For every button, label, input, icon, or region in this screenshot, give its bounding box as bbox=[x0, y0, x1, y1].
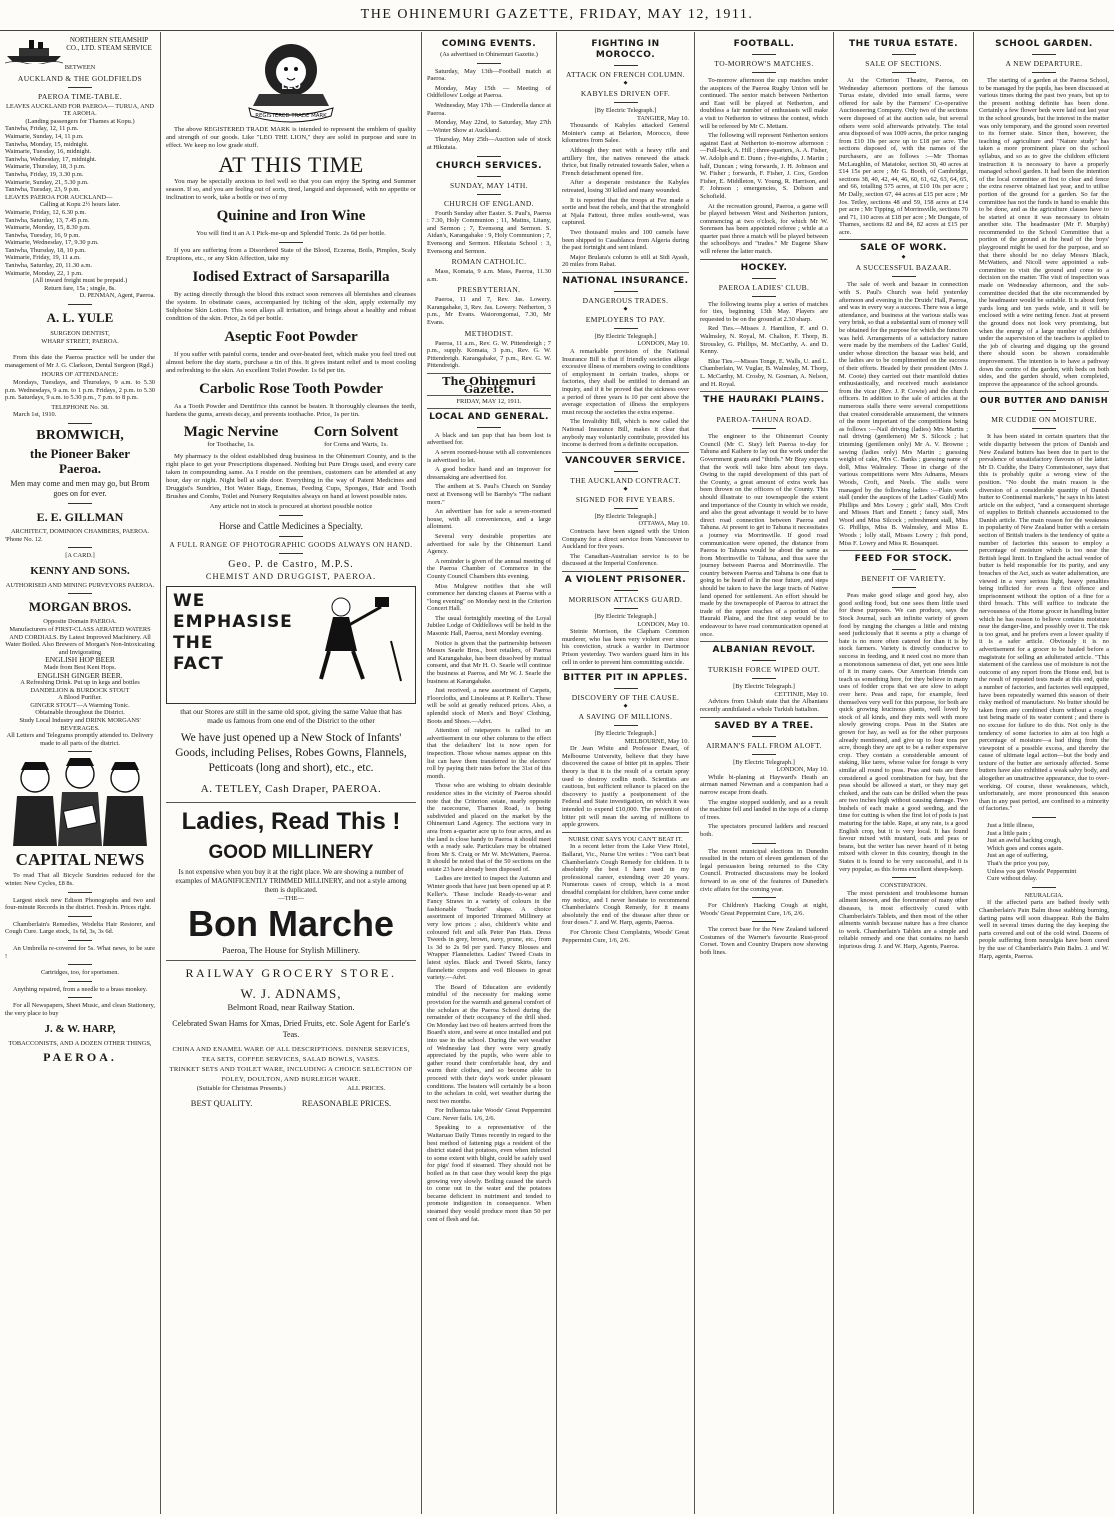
emphasise-ad bbox=[166, 586, 416, 704]
prisoner-text: Steinie Morrison, the Clapham Common murderer, who has been very violent ever since his conviction, struck a warder in Dartmoor Prison yesterday. Two warders guard him in his cell in order to prevent him committing suicide. bbox=[562, 628, 689, 666]
methodist-text: Paeroa, 11 a.m., Rev. G. W. Pittendreigh ; 7 p.m., supply. Komata, 3 p.m., Rev. G. W. Pittendreigh. Karangahake, 7 p.m., Rev. G. W. Pittendreigh. bbox=[427, 339, 551, 370]
insurance-para: The Invalidity Bill, which is now called the National Insurance Bill, makes it clear that anybody may voluntarily contribute, provided his income is derived from a definite occupation. bbox=[562, 418, 689, 449]
albanian-title: ALBANIAN REVOLT. bbox=[712, 645, 816, 656]
vancouver-para: The Canadian-Australian service is to be discussed at the Imperial Conference. bbox=[562, 552, 689, 568]
bon-marche: Bon Marche bbox=[187, 903, 395, 944]
poem-line: That's the price you pay, bbox=[987, 860, 1050, 867]
yule-title: SURGEON DENTIST, bbox=[50, 330, 110, 338]
all-prices-label: ALL PRICES. bbox=[347, 1085, 386, 1092]
hours-title: HOURS OF ATTENDANCE: bbox=[41, 371, 119, 379]
constipation-title: CONSTIPATION. bbox=[880, 882, 927, 890]
local-para: Just received, a new assortment of Carpets, Floorcloths, and Linoleums at P. Keller's. These will be sold at greatly reduced prices. Also, a splendid stock of Men's and Boys' Clothing, Boots and Shoes.—Advt. bbox=[427, 687, 551, 725]
presby-text: Paeroa, 11 and 7, Rev. Jas. Lowery. Karangahake, 3, Rev. Jas. Lowery. Netherton, 3 p.m., Mr Evans. Waiorongomai, 7.30, Mr Evans. bbox=[427, 296, 551, 327]
morocco-para: It is reported that the troops at Fez made a sortie and beat the rebels, and that the stronghold at Njala Fattoui, three miles south-west, was captured. bbox=[562, 196, 689, 227]
poem-line: Unless you get Woods' Peppermint bbox=[987, 867, 1077, 875]
sailing-item: Waimarie, Sunday, 21, 5.30 p.m. bbox=[5, 178, 89, 186]
column-6: THE TURUA ESTATE. SALE OF SECTIONS. At the Criterion Theatre, Paeroa, on Wednesday afternoon portions of the famous Turua estate, divided into small farms, were offered for sale by the Farmers' Co-operative Auctioneering Company. Only two of the sections were disposed of at the auction sale, but several others were sold afterwards privately. The total area disposed of was 1009 acres, the price ranging from £10 10s per acre up to £18 per acre. The sections disposed of, with the names of the purchasers, are as follows :—Mr Thomas McLaughlin, of Matatoke, section 30, 40 acres at £14 15s per acre ; Mr G. Booth, of Cambridge, sections 38, 40, 42, 44, 46, 60, 61, 62, 63, 64, 65, and 66, totalling 575 acres, at £10 10s per acre ; Mr Dally, section 67, 44 acres at £15 per acre ; Mr Jos. Tetley, sections 48 and 59, 158 acres at £14 per acre ; Mr Tipping, of Morrinsville, sections 70 and 71, 110 acres at £18 per acre ; Mr Dungate, of Thames, sections 82 and 84, 82 acres at £15 per acre. SALE OF WORK. ◆ A SUCCESSFUL BAZAAR. The sale of work and bazaar in connection with S. Paul's Church was held yesterday afternoon and evening in the Druids' Hall, Paeroa, and was in every way a success. There was a large attendance, and business at the various stalls was very brisk, so that a substantial sum of money will be obtained for the purpose for which the function was held. Arrangements of a satisfactory nature were made by the members of the Ladies' Guild, under whose direction the bazaar was held, and the ladies are to be complimented on the success of their efforts. Headed by their president (Mrs J. M. Coote) they carried out their manifold duties enthusiastically, and received much assistance from the vicar (Rev. J. P. Cowie) and the church officers. In addition to the sale of articles at the numerous stalls there were several competitions that created considerable amusement, the winners of the more important of the competitions being as follows :—Nail driving (ladies) Mrs Martin ; nail driving (gentlemen) Mr S. Silcock ; hat trimming (gentlemen only) Mr A. V. Browne ; sawing (ladies only) Mrs Martin ; guessing weight of cake, Mrs C. Banks ; guessing name of doll, Miss Walmsley. Those in charge of the various competitions were Mrs Adnams, Messrs Woods, Croft, and Neels. The stalls were managed by the following ladies :—Plain work stall (under the auspices of the Ladies' Guild) Mrs Phillips and Mrs Lowry ; girls' stall, Mrs Croft and Misses Hart and Ennett ; fancy stall, Mrs Wood and Miss Silcock ; refreshment stall, Miss G. Phillips, Miss B. Walmsley, and Miss E. Woods ; lolly stall, Misses Lowry ; fish pond, Miss F. Lowry and Miss R. Bosanquet. FEED FOR STOCK. BENEFIT OF VARIETY. Peas make good silage and good hay, also good soiling food, but one sees them little used for these purposes. We can produce, says the Stock Journal, such an infinite variety of green food by ranging the changes a little and mixing seed judiciously that it seems a pity a change of bate is no more often catered for than it is by stock farmers. Variety is directly conducive to success in feeding, and it need cost no more than a monotonous sameness of diet, yet one sees little of it in many cases. Our American friends can teach us something here, for they believe in many uses of fodder crops that we are slow to adopt over here. Peas and rape, for example, feed themselves very well for this purpose, for both are quick growing leucinous plants, well loved by stock of all kinds, and they mix well with more slowly growing crops. Peas in the States are grown for hay, as well as for the other purposes already mentioned, and give up to four tons per acre, though they are apt to be a rather expensive crop. They contain a considerable amount of staking, like tares, whose value for forage is very similar all round to peas. Peas and oats are there considered a good combination for hay, but the peas should be allowed a start, or they may get choked, and the oats can be drilled when the peas are two inches high without causing damage. Two bushels of each make a good seeding, and the time for cutting is when the first lot of pods is just maturing for the table. Rape, at any rate, is a good English crop, but it is very local. It has found favour mixed with mustard, oats and peas or beans, but the writer has never heard of it being mixed with clover in this country, though in the States it is found to be very successful, and it is very popular, as this forms excellent sheep-keep. CONSTIPATION. The most persistent and troublesome human ailment known, and the forerunner of many other diseases, is most effectively cured with Chamberlain's Tablets, and then most of the other ailments vanish because nature has a free chance to work. Chamberlain's Tablets are a simple and reliable remedy and one that contains no harsh injurious drug. J. and W. Harp, Agents, Paeroa. bbox=[839, 39, 968, 950]
morgan-gstout: GINGER STOUT—A Warming Tonic. bbox=[30, 701, 130, 709]
football-sub: TO-MORROW'S MATCHES. bbox=[714, 59, 814, 68]
nurse-text: In a recent letter from the Lake View Hotel, Ballarat, Vic., Nurse Ure writes : "You can't beat Chamberlain's Cough Remedy for children. It is absolutely the best I have used in my professional career, extending over 20 years. Numerous cases of croup, which is a most dreadful complaint for children, have come under my notice, and I never hesitate to recommend Chamberlain's Cough Remedy, for it means absolutely the end of the disease after three or four doses." J. and W. Harp, agents, Paeroa. bbox=[562, 843, 689, 927]
hockey-para: Red Ties.—Misses J. Hamilton, F. and O. Walmsley, N. Royal, M. Chalton, F. Thorp, B. Strousley, G. Phillips, M. McCarthy, A. and D. Kenny. bbox=[700, 325, 828, 356]
photo-goods: A FULL RANGE OF PHOTOGRAPHIC GOODS ALWAYS ON HAND. bbox=[169, 540, 413, 549]
quinine-title: Quinine and Iron Wine bbox=[216, 208, 366, 224]
quality-row bbox=[166, 1099, 416, 1107]
morgan-blood: A Blood Purifier. bbox=[58, 694, 102, 702]
we-text: that our Stores are still in the same old spot, giving the same Value that has made us famous from one end of the District to the other bbox=[180, 707, 402, 725]
paeroa-sailings bbox=[5, 209, 155, 277]
football-title: FOOTBALL. bbox=[733, 39, 795, 49]
poem-line: Just a little illness, bbox=[987, 822, 1035, 830]
harp-text: TOBACCONISTS, AND A DOZEN OTHER THINGS, bbox=[8, 1039, 152, 1047]
adnams-name: W. J. ADNAMS, bbox=[240, 986, 342, 1001]
calling-note: Calling at Kopu 2½ hours later. bbox=[39, 201, 121, 209]
sailing-item: Waimarie, Tuesday, 16, midnight. bbox=[5, 148, 92, 156]
hockey-para: Blue Ties.—Misses Tonge, E. Walls, U. and L. Chamberlain, W. Vuglar, B. Walmsley, M. Thorp, L. McCarthy, M. Crosby, N. Gosman, A. Nelson, and H. Royal. bbox=[700, 357, 828, 388]
football-para: To-morrow afternoon the cup matches under the auspices of the Paeroa Rugby Union will be continued. The senior match between Netherton and East will be played at Netherton, and doubtless a fair number of enthusiasts will make a visit to Netherton to witness the contest, which will be refereed by Mr C. Mettam. bbox=[700, 77, 828, 130]
at-this-time-text: You may be specially anxious to feel well so that you can enjoy the Spring and Summer season. If so, and you are feeling out of sorts, tired, languid and depressed, with no appetite or inclination to work, take a bottle or two of my bbox=[166, 178, 416, 201]
telegraph-label: [By Electric Telegraph.] bbox=[594, 612, 657, 620]
carbolic-text: As a Tooth Powder and Dentifrice this cannot be beaten. It thoroughly cleanses the teeth, hardens the gums, arrests decay, and prevents toothache. Price, 1s per tin. bbox=[166, 403, 416, 418]
pharmacy-text: My pharmacy is the oldest established drug business in the Ohinemuri County, and is the right place to get your Prescriptions dispensed. Nothing but Pure Drugs used, and every care taken in compounding same. As I reside on the premises, customers can be attended at any hour, day or night. Night bell at side door. Everything in the way of Patent Medicines and Druggist's Sundries, Hot Water Bags, Enemas, Feeding Cups, Sponges, Hair and Tooth Brushes and Combs, Toilet and Nursery Requisites always on hand at lowest possible rates. bbox=[166, 453, 416, 500]
capital-phonographs: Largest stock new Edison Phonographs and two and four-minute Records in the district. Fresh in. Prices right. bbox=[5, 896, 155, 912]
local-para: Those who are wishing to obtain desirable residence sites in the vicinity of Paeroa should note that the Criterion estate, nearly opposite the racecourse, Thames Road, is being subdivided and placed on the market by the Ohinemuri Land Agency. The sections vary in area from a-quarter acre up to four acres, and as the land is close handy to Paeroa it should meet with a ready sale. Particulars may be obtained from Mr S. Craig or Mr W. McWatters, Paeroa. It should be noted that of the 50 sections on the estate 23 have already been disposed of. bbox=[427, 782, 551, 873]
horse-medicines: Horse and Cattle Medicines a Specialty. bbox=[219, 521, 363, 531]
registered-text: REGISTERED TRADE MARK bbox=[255, 113, 327, 119]
vancouver-title: VANCOUVER SERVICE. bbox=[565, 455, 686, 466]
insurance-para: A remarkable provision of the National Insurance Bill is that if friendly societies allege excessive illness of members owing to conditions of employment in certain trades, shops or factories, they shall be entitled to demand an inquiry, and if it be proved that the sickness over a period of three years is 10 per cent above the average expectation of illness the employers must recoup the societies the extra expense. bbox=[562, 348, 689, 416]
railway-grocery: RAILWAY GROCERY STORE. bbox=[185, 966, 397, 980]
masthead: THE OHINEMURI GAZETTE, FRIDAY, MAY 12, 1911. bbox=[0, 0, 1114, 31]
dateline: LONDON, May 10. bbox=[637, 620, 689, 628]
bromwich-tagline: the Pioneer Baker bbox=[29, 445, 131, 461]
we-line: WE bbox=[173, 591, 206, 611]
kenny-name: KENNY AND SONS. bbox=[30, 564, 130, 577]
sailing-item: Taniwha, Saturday, 20, 11.30 a.m. bbox=[5, 262, 92, 270]
paper-date: FRIDAY, MAY 12, 1911. bbox=[456, 398, 522, 406]
local-para: The anthem at S. Paul's Church on Sunday next at Evensong will be Barnby's "The radiant morn." bbox=[427, 483, 551, 506]
vancouver-sub1: THE AUCKLAND CONTRACT. bbox=[570, 475, 681, 485]
local-para: Several very desirable properties are advertised for sale by the Ohinemuri Land Agency. bbox=[427, 532, 551, 556]
nurse-title: NURSE ONE SAYS YOU CAN'T BEAT IT. bbox=[568, 835, 683, 843]
steamship-name: NORTHERN STEAMSHIP CO., LTD. STEAM SERVICE bbox=[66, 36, 152, 52]
vancouver-sub2: SIGNED FOR FIVE YEARS. bbox=[575, 494, 676, 504]
turua-text: At the Criterion Theatre, Paeroa, on Wednesday afternoon portions of the famous Turua estate, divided into small farms, were offered for sale by the Farmers' Co-operative Auctioneering Company. Only two of the sections were disposed of at the auction sale, but several others were sold afterwards privately. The total area disposed of was 1009 acres, the price ranging from £10 10s per acre up to £18 per acre. The sections disposed of, with the names of the purchasers, are as follows :—Mr Thomas McLaughlin, of Matatoke, section 30, 40 acres at £14 15s per acre ; Mr G. Booth, of Cambridge, sections 38, 40, 42, 44, 46, 60, 61, 62, 63, 64, 65, and 66, totalling 575 acres, at £10 10s per acre ; Mr Dally, section 67, 44 acres at £15 per acre ; Mr Jos. Tetley, sections 48 and 59, 158 acres at £14 per acre ; Mr Tipping, of Morrinsville, sections 70 and 71, 110 acres at £18 per acre ; Mr Dungate, of Thames, sections 82 and 84, 82 acres at £15 per acre. bbox=[839, 77, 968, 236]
sailing-item: Taniwha, Tuesday, 16, 9 p.m. bbox=[5, 231, 80, 239]
methodist: METHODIST. bbox=[464, 328, 514, 338]
poem-line: Cure without delay. bbox=[987, 875, 1038, 883]
nervine-corn-row bbox=[166, 423, 416, 449]
dateline: OTTAWA, May 10. bbox=[638, 520, 689, 528]
corn-sub: for Corns and Warts, 1s. bbox=[324, 441, 388, 448]
coming-event: Monday, May 15th — Meeting of Oddfellows' Lodge at Paeroa. bbox=[427, 84, 551, 100]
column-3 bbox=[422, 32, 556, 1518]
apples-sub1: DISCOVERY OF THE CAUSE. bbox=[571, 693, 680, 703]
coming-events-sub: (As advertised in Ohinemuri Gazette.) bbox=[440, 51, 538, 58]
constipation-text: The most persistent and troublesome human ailment known, and the forerunner of many other diseases, is most effectively cured with Chamberlain's Tablets, and then most of the other ailments vanish because nature has a free chance to work. Chamberlain's Tablets are a simple and reliable remedy and one that contains no harsh injurious drug. J. and W. Harp, Agents, Paeroa. bbox=[839, 889, 968, 950]
capital-umbrella: An Umbrella re-covered for 5s. What news, to be sure ! bbox=[5, 945, 155, 960]
capital-news-title: CAPITAL NEWS bbox=[15, 850, 145, 870]
telegraph-label: [By Electric Telegraph.] bbox=[594, 730, 657, 738]
insurance-sub1: DANGEROUS TRADES. bbox=[582, 295, 669, 305]
telegraph-label: [By Electric Telegraph.] bbox=[594, 512, 657, 520]
quinine-text: You will find it an A 1 Pick-me-up and Splendid Tonic. 2s 6d per bottle. bbox=[196, 230, 386, 237]
roman-catholic: ROMAN CATHOLIC. bbox=[451, 257, 527, 267]
local-para: A black and tan pup that has been lost is advertised for. bbox=[427, 431, 551, 447]
coming-events-title: COMING EVENTS. bbox=[441, 39, 537, 49]
tree-para: The spectators procured ladders and rescued both. bbox=[700, 823, 828, 838]
hauraki-title: THE HAURAKI PLAINS. bbox=[703, 395, 825, 406]
morgan-dandelion: DANDELION & BURDOCK STOUT bbox=[30, 686, 130, 694]
neuralgia-text: If the affected parts are bathed freely with Chamberlain's Pain Balm those stabbing burning, darting pains will soon disappear. Rub the Balm well in several times during the day keeping the parts covered and out of the cold wind. Dozens of people suffering from neuralgia have been cured by the use of Chamberlain's Pain Balm. J. and W. Harp, agents, Paeroa. bbox=[979, 899, 1109, 960]
column-5 bbox=[695, 32, 833, 1518]
poem-line: Just a little pain ; bbox=[987, 829, 1031, 837]
leo-intro: The above REGISTERED TRADE MARK is intended to represent the emblem of quality and strength of our goods. Like "LEO THE LION," they are solid in purpose and sure in effect. We keep no low grade stuff. bbox=[166, 126, 416, 149]
local-para: Attention of ratepayers is called to an advertisement in our other columns to the effect that the defaulters' list is now open for inspection. Those whose names appear on this list can have them transferred to the electors' roll by paying their rates before the 31st of this month. bbox=[427, 727, 551, 780]
column-1 bbox=[0, 32, 160, 1518]
sailing-item: Waimarie, Thursday, 18, 3 p.m. bbox=[5, 163, 86, 171]
football-para: The following will represent Netherton seniors against East at Netherton to-morrow afternoon :—Full-back, A. Hill ; three-quarters, A. A. Fisher, W. Adolph and E. Dunn ; five-eighths, J. Martin ; half, Duncan ; wing forwards, J. H. Johnson and W. Fisher ; forwards, F. Fisher, J. Cox, Gordon Fisher, E. Middleton, V. Young, R. Harrison, and F. Johnson ; emergencies, S. Dobson and Schofield. bbox=[700, 132, 828, 200]
sailing-item: Taniwha, Thursday, 18, 10 p.m. bbox=[5, 246, 86, 254]
football-para: At the recreation ground, Paeroa, a game will be played between West and Netherton juniors, commencing at two o'clock, for which Mr W. Sorensen has been appointed referee ; while at a quarter past three a match will be played between the schoolboys and "trades." Mr Eugene Shaw will referee the latter match. bbox=[700, 202, 828, 256]
misc-para: The correct base for the New Zealand tailored Costumes of the Warner's favourite Rust-proof Corset. Town and Country Drapers now showing both lines. bbox=[700, 926, 828, 957]
insurance-title: NATIONAL INSURANCE. bbox=[562, 275, 689, 286]
leaves-paeroa: LEAVES PAEROA FOR AUCKLAND— bbox=[5, 193, 113, 201]
column-4: FIGHTING IN MOROCCO. ATTACK ON FRENCH COLUMN. ◆ KABYLES DRIVEN OFF. [By Electric Telegraph.] TANGIER, May 10. Thousands of Kabyles attacked General Moinier's camp at Belarion, Morocco, three kilometres from Salee. Although they met with a heavy rifle and artillery fire, the natives renewed the attack thrice, but finally retreated towards Salee, when a French detachment opened fire. After a desperate resistance the Kabyles retreated, losing 30 killed and many wounded. It is reported that the troops at Fez made a sortie and beat the rebels, and that the stronghold at Njala Fattoui, three miles south-west, was captured. Two thousand mules and 100 camels have been shipped to Casablanca from Algeria during the past fortnight and sent inland. Major Brulara's column is still at Sidi Ayash, 20 miles from Rabat. NATIONAL INSURANCE. DANGEROUS TRADES. ◆ EMPLOYERS TO PAY. [By Electric Telegraph.] LONDON, May 10. A remarkable provision of the National Insurance Bill is that if friendly societies allege excessive illness of members owing to conditions of employment in certain trades, shops or factories, they shall be entitled to demand an inquiry, and if it be proved that the sickness over a period of three years is 10 per cent above the average expectation of illness the employers must recoup the societies the extra expense. The Invalidity Bill, which is now called the National Insurance Bill, makes it clear that anybody may voluntarily contribute, provided his income is derived from a definite occupation. VANCOUVER SERVICE. THE AUCKLAND CONTRACT. ◆ SIGNED FOR FIVE YEARS. [By Electric Telegraph.] OTTAWA, May 10. Contracts have been signed with the Union Company for a direct service from Vancouver to Auckland for five years. The Canadian-Australian service is to be discussed at the Imperial Conference. A VIOLENT PRISONER. MORRISON ATTACKS GUARD. [By Electric Telegraph.] LONDON, May 10. Steinie Morrison, the Clapham Common murderer, who has been very violent ever since his conviction, struck a warder in Dartmoor Prison yesterday. Two warders guard him in his cell in order to prevent him committing suicide. BITTER PIT IN APPLES. DISCOVERY OF THE CAUSE. ◆ A SAVING OF MILLIONS. [By Electric Telegraph.] MELBOURNE, May 10. Dr Jean White and Professor Ewart, of Melbourne University, believe that they have discovered the cause of bitter pit in apples. Their theory is that it is the result of a certain spray used to destroy codlin moth. Scientists are cautious, but sufficient reliance is placed on the discovery to justify a postponement of the Federal and State investigation, on which it was intended to expend £10,000. The prevention of bitter pit will mean the saving of millions to apple growers. NURSE ONE SAYS YOU CAN'T BEAT IT. In a recent letter from the Lake View Hotel, Ballarat, Vic., Nurse Ure writes : "You can't beat Chamberlain's Cough Remedy for children. It is absolutely the best I have used in my professional career, extending over 20 years. Numerous cases of croup, which is a most dreadful complaint for children, have come under my notice, and I never hesitate to recommend Chamberlain's Cough Remedy, for it means absolutely the end of the disease after three or four doses." J. and W. Harp, agents, Paeroa. For Chronic Chest Complaints, Woods' Great Peppermint Cure, 1/6, 2/6. bbox=[562, 39, 689, 944]
capital-cartridges: Cartridges, too, for sportsmen. bbox=[40, 969, 120, 977]
apples-text: Dr Jean White and Professor Ewart, of Melbourne University, believe that they have discovered the cause of bitter pit in apples. Their theory is that it is the result of a certain spray used to destroy codlin moth. Scientists are cautious, but sufficient reliance is placed on the discovery to justify a postponement of the Federal and State investigation, on which it was intended to expend £10,000. The prevention of bitter pit will mean the saving of millions to apple growers. bbox=[562, 745, 689, 829]
sailing-item: Waimarie, Friday, 12, 6.30 p.m. bbox=[5, 208, 87, 216]
adnams-address: Belmont Road, near Railway Station. bbox=[227, 1002, 355, 1012]
suitable-row bbox=[166, 1085, 416, 1093]
morocco-para: Major Brulara's column is still at Sidi Ayash, 20 miles from Rabat. bbox=[562, 253, 689, 269]
butter-title: OUR BUTTER AND DANISH bbox=[979, 396, 1109, 406]
morocco-para: Thousands of Kabyles attacked General Moinier's camp at Belarion, Morocco, three kilometres from Salee. bbox=[562, 122, 689, 145]
morocco-para: Although they met with a heavy rifle and artillery fire, the natives renewed the attack thrice, but finally retreated towards Salee, when a French detachment opened fire. bbox=[562, 146, 689, 177]
insurance-sub2: EMPLOYERS TO PAY. bbox=[585, 314, 666, 324]
sarsa-title: Iodised Extract of Sarsaparilla bbox=[192, 269, 390, 285]
sarsa-text: By acting directly through the blood this extract soon removes all blemishes and cleanses the system. In obstinate cases, accompanied by itching of the skin, apply externally my Sulphoine Skin Lotion. This soon allays all irritation, and brings about a healthy and robust condition of the skin. Price, 2s 6d per bottle. bbox=[166, 291, 416, 322]
sale-sub: A SUCCESSFUL BAZAAR. bbox=[855, 263, 952, 273]
freight-note: (All inward freight must be prepaid.) bbox=[32, 277, 128, 285]
telephone: TELEPHONE No. 38. bbox=[51, 403, 109, 411]
bromwich-slogan: Men may come and men may go, but Brom goes on for ever. bbox=[10, 478, 150, 498]
yule-text: From this date the Paeroa practice will be under the management of Mr J. G. Clarkson, Dental Surgeon (Rgd.) bbox=[5, 354, 155, 369]
butter-sub: MR CUDDIE ON MOISTURE. bbox=[991, 415, 1097, 425]
yule-name: A. L. YULE bbox=[46, 310, 114, 326]
dateline: CETTINJE, May 10. bbox=[774, 690, 828, 698]
column-7 bbox=[974, 32, 1114, 1518]
coming-event: Monday, May 22nd, to Saturday, May 27th—Winter Show at Auckland. bbox=[427, 119, 551, 134]
feed-text: Peas make good silage and good hay, also good soiling food, but one sees them little used for these purposes. We can produce, says the Stock Journal, such an infinite variety of green food by ranging the changes a little and mixing seed judiciously that it seems a pity a change of bate is no more often catered for than it is by stock farmers. Variety is directly conducive to success in feeding, and it need cost no more than a monotonous sameness of diet, yet one sees little of it in many cases. Our American friends can teach us something here, for they believe in many uses of fodder crops that we are slow to adopt over here. Peas and rape, for example, feed themselves very well for this purpose, for both are quick growing leucinous plants, well loved by stock of all kinds, and they mix well with more slowly growing crops. Peas in the States are grown for hay, as well as for the other purposes already mentioned, and give up to four tons per acre, though they are apt to be a rather expensive crop. They contain a considerable amount of staking, like tares, whose value for forage is very similar all round to peas. Peas and oats are there considered a good combination for hay, but the peas should be allowed a start, or they may get choked, and the oats can be drilled when the peas are two inches high without causing damage. Two bushels of each make a good seeding, and the time for cutting is when the first lot of pods is just maturing for the table. Rape, at any rate, is a good English crop, but it is very local. It has found favour mixed with mustard, oats and peas or beans, but the writer has never heard of it being mixed with clover in this country, though in the States it is found to be very successful, and it is very popular, as this forms excellent sheep-keep. bbox=[839, 592, 968, 873]
gillman-name: E. E. GILLMAN bbox=[36, 509, 124, 524]
garden-title: SCHOOL GARDEN. bbox=[995, 39, 1093, 49]
we-line: FACT bbox=[173, 654, 224, 674]
sailing-item: Taniwha, Saturday, 13, 7.45 p.m. bbox=[5, 216, 90, 224]
morgan-opposite: Opposite Domain PAEROA. bbox=[43, 618, 117, 626]
fare-note: Return fare, 15s ; single, 8s. bbox=[44, 284, 116, 292]
magic-title: Magic Nervine bbox=[183, 424, 279, 440]
gillman-text: ARCHITECT, DOMINION CHAMBERS, PAEROA. bbox=[10, 527, 150, 535]
telegraph-label: [By Electric Telegraph.] bbox=[733, 683, 795, 691]
carbolic-title: Carbolic Rose Tooth Powder bbox=[199, 381, 383, 397]
presbyterian: PRESBYTERIAN. bbox=[457, 285, 521, 295]
any-article: Any article not in stock is procured at shortest possible notice bbox=[209, 503, 373, 510]
local-para: For Influenza take Woods' Great Peppermint Cure. Never fails. 1/6, 2/6. bbox=[427, 1107, 551, 1122]
local-para: The Board of Education are evidently mindful of the necessity for making some provision for the warmth and general comfort of the scholars at the Paeroa School during the remainder of their occupancy of the drill shed. On Monday last two oil heaters arrived from the Board's store, and were at once installed and put into use in the school. During the wet weather of Wednesday last they were very greatly appreciated by the pupils, who were able to gather round their comfortable heat, dry and warm their clothes, and so become able to proceed with their day's work under pleasant conditions. The heaters will certainly be a boon to the scholars in cold, wet weather during the next two months. bbox=[427, 983, 551, 1105]
china-ware: CHINA AND ENAMEL WARE OF ALL DESCRIPTIONS. DINNER SERVICES, TEA SETS, COFFEE SERVICES, SALAD BOWLS, VASES. bbox=[172, 1046, 410, 1063]
suitable-label: (Suitable for Christmas Presents.) bbox=[196, 1085, 286, 1092]
coming-event: Saturday, May 13th—Football match at Paeroa. bbox=[427, 67, 551, 83]
steamship-icon bbox=[5, 36, 63, 64]
dateline: MELBOURNE, May 10. bbox=[624, 737, 689, 745]
leaves-auckland: LEAVES AUCKLAND FOR PAEROA— TURUA, AND TE AROHA. bbox=[6, 102, 154, 118]
dateline: LONDON, May 10. bbox=[637, 340, 689, 348]
coming-event: Thursday, May 25th—Auction sale of stock at Hikutaia. bbox=[427, 136, 551, 151]
turua-sub: SALE OF SECTIONS. bbox=[865, 59, 942, 68]
sale-title: SALE OF WORK. bbox=[860, 243, 947, 254]
aseptic-title: Aseptic Foot Powder bbox=[224, 329, 358, 345]
capital-repairs: Anything repaired, from a needle to a brass monkey. bbox=[13, 985, 148, 993]
morocco-title: FIGHTING IN MOROCCO. bbox=[591, 39, 660, 60]
local-para: The usual fortnightly meeting of the Loyal Jubilee Lodge of Oddfellows will be held in the Masonic Hall, Paeroa, next Monday evening. bbox=[427, 614, 551, 638]
card-label: [A CARD.] bbox=[65, 552, 95, 560]
route-title: AUCKLAND & THE GOLDFIELDS bbox=[17, 73, 143, 83]
corn-title: Corn Solvent bbox=[313, 424, 399, 440]
leo-logo bbox=[166, 38, 416, 124]
telegraph-label: [By Electric Telegraph.] bbox=[594, 107, 657, 114]
misc-para: The recent municipal elections in Dunedin resulted in the return of eleven gentlemen of the legal persuasion being returned to the City Council. Protracted discussions may be looked forward to as one of the features of Dunedin's civic affairs for the coming year. bbox=[700, 847, 828, 893]
local-para: Ladies are invited to inspect the Autumn and Winter goods that have just been opened up at P. Keller's. These include Ready-to-wear and Fancy Straws in a variety of colours in the fashionable "bucket" shape. A choice assortment of imported Trimmed Millinery at very low prices ; also, children's white and coloured felt and silk Peter Pan Hats. Dress Tweeds in grey, brown, navy, prune, etc., from 1s 3d to 2s 9d per yard. Fancy Blouses and Wrapper Flannelettes. Ladies' Tweed Coats in latest styles. Black and Tweed Skirts, fancy flannelette crepons and voil Blouses in great variety.—Advt. bbox=[427, 875, 551, 982]
harp-town: PAEROA. bbox=[43, 1050, 117, 1065]
sale-text: The sale of work and bazaar in connection with S. Paul's Church was held yesterday afternoon and evening in the Druids' Hall, Paeroa, and was in every way a success. There was a large attendance, and business at the various stalls was very brisk, so that a substantial sum of money will be obtained for the purpose for which the function was held. Arrangements of a satisfactory nature were made by the members of the Ladies' Guild, under whose direction the bazaar was held, and the ladies are to be complimented on the success of their efforts. Headed by their president (Mrs J. M. Coote) they carried out their manifold duties enthusiastically, and received much assistance from the vicar (Rev. J. P. Cowie) and the church officers. In addition to the sale of articles at the numerous stalls there were several competitions that created considerable amusement, the winners of the more important of the competitions being as follows :—Nail driving (ladies) Mrs Martin ; nail driving (gentlemen) Mr S. Silcock ; hat trimming (gentlemen only) Mr A. V. Browne ; sawing (ladies only) Mrs Martin ; guessing weight of cake, Mrs C. Banks ; guessing name of doll, Miss Walmsley. Those in charge of the various competitions were Mrs Adnams, Messrs Woods, Croft, and Neels. The stalls were managed by the following ladies :—Plain work stall (under the auspices of the Ladies' Guild) Mrs Phillips and Mrs Lowry ; girls' stall, Mrs Croft and Misses Hart and Ennett ; fancy stall, Mrs Wood and Miss Silcock ; refreshment stall, Miss G. Phillips, Miss B. Walmsley, and Miss E. Woods ; lolly stall, Misses Lowry ; fish pond, Miss F. Lowry and Miss R. Bosanquet. bbox=[839, 281, 968, 547]
garden-text: The starting of a garden at the Paeroa School, to be managed by the pupils, has been discussed at various times during the past two years, but up to the present nothing definite has been done. Certainly a few flower beds were laid out last year in the school grounds, but the interest in the matter was only temporary, and the ground soon reverted to its former state. Since then, however, the teaching of agriculture and "Nature study" has taken a more prominent place on the school syllabus, and so as to give the children efficient instruction it is necessary to have a properly managed school garden. It had been the intention of the local committee at first to clear and fence the extra reserve obtained last year, and to utilise portion of the ground for a garden. So far the committee has not the funds in hand to enable this to be done, and as the agriculture classes have to be started at once it was necessary to obtain another site. The headmaster (Mr F. Murphy) recommended to the School Committee that a portion of the ground at the head of the boys' playground might be used for the purpose, and so that there should be no delay Messrs Black, McWatters, and Nicoll were appointed a sub-committee to visit the ground and come to a decision on the matter. The visit of inspection was made on Wednesday afternoon, and the sub-committee decided that the site recommended by the headmaster would be suitable. It is about forty yards long and ten yards wide, and it will be enclosed with a wire netting fence. Just at present the ground does not look very promising, but when the energy of a large number of children under the supervision of the teachers is applied to the job of clearing and digging up the ground there should soon be shown considerable improvement. The intention is to have a pathway down the centre of the garden, with beds on both sides, and the garden should, when completed, improve the appearance of the school grounds. bbox=[979, 77, 1109, 388]
church-england-text: Fourth Sunday after Easter. S. Paul's, Paeroa : 7.30, Holy Communion ; 11, Matins, Litany, and Sermon ; 7, Evensong and Sermon. S. Aidan's, Karangahake : 9, Holy Communion ; 7, Evensong and Sermon. Hikutaia School : 3, Evensong and Sermon. bbox=[427, 209, 551, 255]
local-general-title: LOCAL AND GENERAL. bbox=[429, 411, 549, 422]
agent-name: D. PENMAN, Agent, Paeroa. bbox=[79, 292, 155, 300]
bromwich-town: Paeroa. bbox=[59, 460, 101, 476]
church-services-title: CHURCH SERVICES. bbox=[435, 160, 543, 171]
swan-hams: Celebrated Swan Hams for Xmas, Dried Fruits, etc. Sole Agent for Earle's Teas. bbox=[172, 1019, 410, 1039]
albanian-text: Advices from Uskub state that the Albanians recently annihilated a whole Turkish battalion. bbox=[700, 698, 828, 713]
local-para: A good bodice hand and an improver for dressmaking are advertised for. bbox=[427, 466, 551, 481]
man-with-hammer-illustration bbox=[301, 591, 411, 683]
millinery-text: Is not expensive when you buy it at the right place. We are showing a number of examples of MAGNIFICENTLY TRIMMED MILLINERY, and not a style among them is duplicated. bbox=[175, 868, 407, 894]
morgan-beer: ENGLISH HOP BEER bbox=[45, 655, 115, 665]
morgan-name: MORGAN BROS. bbox=[28, 599, 132, 615]
sailing-item: Waimarie, Friday, 19, 11 a.m. bbox=[5, 254, 81, 262]
tree-title: SAVED BY A TREE. bbox=[714, 720, 814, 731]
vancouver-para: Contracts have been signed with the Union Company for a direct service from Vancouver to Auckland for five years. bbox=[562, 527, 689, 551]
feed-title: FEED FOR STOCK. bbox=[854, 554, 953, 565]
roman-text: Mass, Komata, 9 a.m. Mass, Paeroa, 11.30 a.m. bbox=[427, 268, 551, 283]
poem-line: Just an awful hacking cough, bbox=[987, 837, 1062, 845]
lion-icon bbox=[245, 38, 337, 124]
sailing-item: Taniwha, Friday, 12, 11 p.m. bbox=[5, 125, 79, 133]
gillman-phone: 'Phone No. 12. bbox=[5, 535, 43, 543]
trinket-sets: TRINKET SETS AND TOILET WARE, INCLUDING A CHOICE SELECTION OF FOLEY, DOULTON, AND BURLEIGH WARE. bbox=[169, 1066, 413, 1083]
local-para: Miss Mulgrew notifies that she will commence her dancing classes at Paeroa with a "long evening" on Monday next in the Criterion Concert Hall. bbox=[427, 582, 551, 613]
best-quality-label: BEST QUALITY. bbox=[190, 1098, 253, 1108]
paper-title: The Ohinemuri Gazette. bbox=[442, 375, 536, 396]
capital-remedies: Chamberlain's Remedies, Wodelta Hair Restorer, and Cough Cure. Large stock, 1s 6d, 3s, 3s 6d. bbox=[5, 920, 155, 936]
dateline: LONDON, May 10. bbox=[776, 766, 828, 774]
morocco-para: After a desperate resistance the Kabyles retreated, losing 30 killed and many wounded. bbox=[562, 179, 689, 194]
butter-text: It has been stated in certain quarters that the wide disparity between the prices of Danish and New Zealand butters has been due in part to the prevalence of unsatisfactory flavours of the latter. Mr D. Cuddie, the Dairy Commissioner, says that this is probably quite a wrong view of the position. "No doubt the main reason is the diversion of a considerable quantity of Danish butter to Continental markets," he says in his latest article on the subject, "and a consequent shortage of supplies to British channels accustomed to the Danish article. The main reason for the weakness in popularity of New Zealand butter with a certain section of British traders is the tendency of quite a number of factories this season to employ a percentage of moisture which is too near the British legal limit. In England the actual vendor of butter is held responsible for its purity, and any breaches of the Act, such as water adulteration, are viewed in a very serious light, heavy penalties being inflicted for even a first offence and imprisonment without the option of a fine for a third breach. This will suffice to indicate the nervousness of the Home grocer in handling butter which he has reason to believe contains moisture near the danger-line, and possibly over it. The risk is too great, and he prefers even a lower quality if it is a safer article. Obviously it is no advertisement for a grocer to be hauled before a magistrate for selling an adulterated article. "This statement of the careless use of moisture is not the outcome of any report from the Home end, but is the result of repeated tests made at this end, quite a number of factories, and factories well equipped, have been repeatedly warned this season of their risky method of manufacture. No butter should be taken from any combined churn without a rough test being made of its water content ; and there is no excuse for failure to do this. Not only is the tendency of some factories to aim at too high a percentage of moisture—a bad thing from the viewpoint of a possible excess, and thereby the cause of ultimate legal action—but the body and texture of the butter are seriously affected. Some butters have also exhibited a weak salvy body, and altogether an unattractive appearance, due to over-working. Of course, these weaknesses, which, unfortunately, are more pronounced this season than in any past period, are confined to a minority of factories." bbox=[979, 433, 1109, 813]
sailing-item: Taniwha, Friday, 19, 3.30 p.m. bbox=[5, 170, 84, 178]
morgan-ginger-text: A Refreshing Drink. Put up in kegs and bottles bbox=[20, 679, 140, 687]
morocco-sub2: KABYLES DRIVEN OFF. bbox=[580, 89, 671, 98]
yule-address: WHARF STREET, PAEROA. bbox=[41, 337, 119, 345]
newsboys-illustration bbox=[5, 756, 155, 848]
timetable-title: PAEROA TIME-TABLE. bbox=[37, 91, 123, 101]
local-para: An advertiser has for sale a seven-roomed house, with all conveniences, and a large allotment. bbox=[427, 508, 551, 531]
hauraki-sub: PAEROA-TAHUNA ROAD. bbox=[716, 415, 812, 425]
sailing-item: Waimarie, Monday, 22, 1 p.m. bbox=[5, 269, 83, 277]
misc-para: For Children's Hacking Cough at night, Woods' Great Peppermint Cure, 1/6, 2/6. bbox=[700, 902, 828, 917]
prisoner-title: A VIOLENT PRISONER. bbox=[564, 574, 687, 585]
column-2 bbox=[161, 32, 421, 1518]
morocco-sub1: ATTACK ON FRENCH COLUMN. bbox=[565, 70, 685, 79]
at-this-time: AT THIS TIME bbox=[218, 152, 364, 177]
harp-name: J. & W. HARP, bbox=[44, 1022, 116, 1035]
tree-para: The engine stopped suddenly, and as a result the machine fell and landed in the tops of a clump of trees. bbox=[700, 798, 828, 821]
telegraph-label: [By Electric Telegraph.] bbox=[594, 332, 657, 340]
neuralgia-title: NEURALGIA. bbox=[1024, 891, 1064, 899]
magic-sub: for Toothache, 1s. bbox=[207, 441, 255, 448]
hockey-sub: PAEROA LADIES' CLUB. bbox=[718, 282, 810, 292]
hours-text: Mondays, Tuesdays, and Thursdays, 9 a.m. to 5.30 p.m. Wednesdays, 9 a.m. to 1 p.m. Fridays, 2 p.m. to 5.30 p.m. Saturdays, 9 a.m. to 5.30 p.m., 7 p.m. to 8 p.m. bbox=[5, 379, 155, 402]
morgan-letters: All Letters and Telegrams promptly attended to. Delivery made to all parts of the district. bbox=[6, 732, 154, 747]
tetley-name: A. TETLEY, Cash Draper, PAEROA. bbox=[200, 783, 382, 795]
bromwich-name: BROMWICH, bbox=[36, 427, 124, 443]
we-line: EMPHASISE bbox=[173, 612, 293, 632]
peppermint-poem bbox=[979, 822, 1109, 883]
telegraph-label: [By Electric Telegraph.] bbox=[733, 758, 795, 766]
kenny-text: AUTHORISED AND MINING PURVEYORS PAEROA. bbox=[5, 581, 155, 589]
church-date: SUNDAY, MAY 14TH. bbox=[450, 180, 528, 190]
capital-text: To read That all Bicycle Sundries reduced for the winter. New Cycles, £8 8s. bbox=[5, 872, 155, 888]
morocco-para: Two thousand mules and 100 camels have been shipped to Casablanca from Algeria during the past fortnight and sent inland. bbox=[562, 228, 689, 252]
the-label: —THE— bbox=[277, 895, 304, 902]
local-para: Notice is given that the partnership between Messrs Searle Bros., boot retailers, of Paeroa and Karangahake, has been dissolved by mutual consent, and that Mr H. O. Searle will continue the business at Paeroa, and Mr W. J. Searle the business at Karangahake. bbox=[427, 639, 551, 685]
morgan-text: Manufacturers of FIRST-CLASS AERATED WATERS AND CORDIALS. By Latest Improved Machinery. All Water Boiled. Also Brewers of Morgan's Non-Intoxicating and Invigorating bbox=[5, 625, 155, 656]
hauraki-text: The engineer to the Ohinemuri County Council (Mr C. Stay) left Paeroa to-day for Tahuna and Kaihere to lay out the work under the Government grants and "thirds." Mr Bray expects that the work will take him about ten days. Owing to the rapid development of this part of the County, a great amount of extra work has been thrown on the officers of the County. This should illustrate to our townspeople the extent and importance of the County in which we reside, and also the great advantage it would be to have direct road connection between Paeroa and Tahuna. At present to get to Tahuna it necessitates a journey via Morrinsville. If good road communication were opened, the distance from Paeroa to Tahuna would be about the same as from Morrinsville to Tahuna, and thus save the journey between Paeroa and Morrinsville. The country between Paeroa and Tahuna is one that is going to be heard of in the near future, and steps should be taken to have the large tracts of Native land opened for settlement. An effort should be made by the townspeople of Paeroa to attract the trade of the upper reaches of a portion of the Hauraki Plains, and the first step would be to endeavour to have road communication opened at once. bbox=[700, 433, 828, 638]
capital-newspapers: For all Newspapers, Sheet Music, and clean Stationery, the very place to buy bbox=[5, 1002, 155, 1017]
morgan-ginger: ENGLISH GINGER BEER. bbox=[37, 670, 123, 680]
chronic-text: For Chronic Chest Complaints, Woods' Great Peppermint Cure, 1/6, 2/6. bbox=[562, 928, 689, 944]
steamship-ad bbox=[5, 36, 155, 64]
poem-line: Just an age of suffering, bbox=[987, 852, 1049, 860]
chemist-title: CHEMIST AND DRUGGIST, PAEROA. bbox=[205, 571, 377, 581]
morgan-hops: Made from Best Kent Hops. bbox=[43, 663, 117, 671]
sailing-item: Waimarie, Sunday, 14, 11 p.m. bbox=[5, 132, 84, 140]
bon-marche-sub: Paeroa, The House for Stylish Millinery. bbox=[222, 945, 360, 955]
auckland-sailings bbox=[5, 125, 155, 193]
coming-event: Wednesday, May 17th — Cinderella dance at Paeroa. bbox=[427, 101, 551, 117]
poem-line: Which goes and comes again. bbox=[987, 844, 1064, 852]
hockey-para: The following teams play a series of matches for ties, beginning 13th May. Players are requested to be on the ground at 2.30 sharp. bbox=[700, 300, 828, 323]
feed-sub: BENEFIT OF VARIETY. bbox=[861, 574, 946, 584]
sailing-item: Taniwha, Monday, 15, midnight. bbox=[5, 140, 89, 148]
dateline: TANGIER, May 10. bbox=[636, 114, 689, 122]
hockey-title: HOCKEY. bbox=[740, 262, 788, 273]
church-england: CHURCH OF ENGLAND. bbox=[444, 198, 534, 208]
local-para: A seven roomed-house with all conveniences is advertised to let. bbox=[427, 449, 551, 464]
local-para: A reminder is given of the annual meeting of the Paeroa Chamber of Commerce in the County Council Chambers this evening. bbox=[427, 557, 551, 580]
albanian-sub: TURKISH FORCE WIPED OUT. bbox=[707, 665, 821, 675]
prisoner-sub: MORRISON ATTACKS GUARD. bbox=[568, 594, 683, 604]
sailing-item: Taniwha, Tuesday, 23, 9 p.m. bbox=[5, 186, 80, 194]
we-line: THE bbox=[173, 633, 214, 653]
infants-text: We have just opened up a New Stock of Infants' Goods, including Pelises, Robes Gowns, Flannels, Petticoats (long and short), etc., etc. bbox=[175, 732, 407, 774]
yule-date: March 1st, 1910. bbox=[13, 411, 57, 419]
apples-title: BITTER PIT IN APPLES. bbox=[563, 673, 688, 684]
between-label: BETWEEN bbox=[64, 64, 96, 71]
sailing-item: Waimarie, Wednesday, 17, 9.30 p.m. bbox=[5, 239, 99, 247]
ladies-read-this: Ladies, Read This ! bbox=[181, 808, 401, 835]
landing-note: (Landing passengers for Thames at Kopu.) bbox=[25, 117, 135, 125]
local-para: Speaking to a representative of the Waitaruao Daily Times recently in regard to the best method of fattening pigs a resident of the district stated that potatoes, even when infected to some extent with blight, could be safely used for pigs' food if steamed. They should not be boiled as in that case they would keep the pigs growing very slowly. Boiling caused the starch to come out in the water and the potatoes became deficient in nutriment and tended to promote indigestion in consequence. When steamed they would produce more than 50 per cent of flesh and fat. bbox=[427, 1124, 551, 1223]
leo-text: LEO bbox=[281, 82, 301, 92]
sailing-item: Taniwha, Wednesday, 17, midnight. bbox=[5, 155, 97, 163]
castro-name: Geo. P. de Castro, M.P.S. bbox=[228, 559, 354, 570]
sailing-item: Waimarie, Monday, 15, 8.30 p.m. bbox=[5, 224, 91, 232]
reasonable-prices-label: REASONABLE PRICES. bbox=[301, 1098, 392, 1108]
tree-sub: AIRMAN'S FALL FROM ALOFT. bbox=[706, 740, 822, 750]
morgan-obtain: Obtainable throughout the District. bbox=[35, 709, 125, 717]
apples-sub2: A SAVING OF MILLIONS. bbox=[578, 712, 673, 722]
aseptic-text: If you suffer with painful corns, tender and over-heated feet, which make you feel tired out almost before the day starts, purchase a tin of this. It gives instant relief and is most cooling and refreshing to the skin. An excellent Toilet Powder. 1s 6d per tin. bbox=[166, 351, 416, 374]
sarsa-intro: If you are suffering from a Disordered State of the Blood, Eczema, Boils, Pimples, Scaly Eruptions, etc., or any Skin Affection, take my bbox=[166, 247, 416, 262]
garden-sub: A NEW DEPARTURE. bbox=[1005, 59, 1083, 68]
tree-para: While bi-planing at Hayward's Heath an airman named Newman and a companion had a narrow escape from death. bbox=[700, 773, 828, 796]
morgan-support: Study Local Industry and DRINK MORGANS' BEVERAGES. bbox=[19, 717, 141, 732]
good-millinery: GOOD MILLINERY bbox=[208, 842, 374, 863]
turua-title: THE TURUA ESTATE. bbox=[848, 39, 958, 49]
